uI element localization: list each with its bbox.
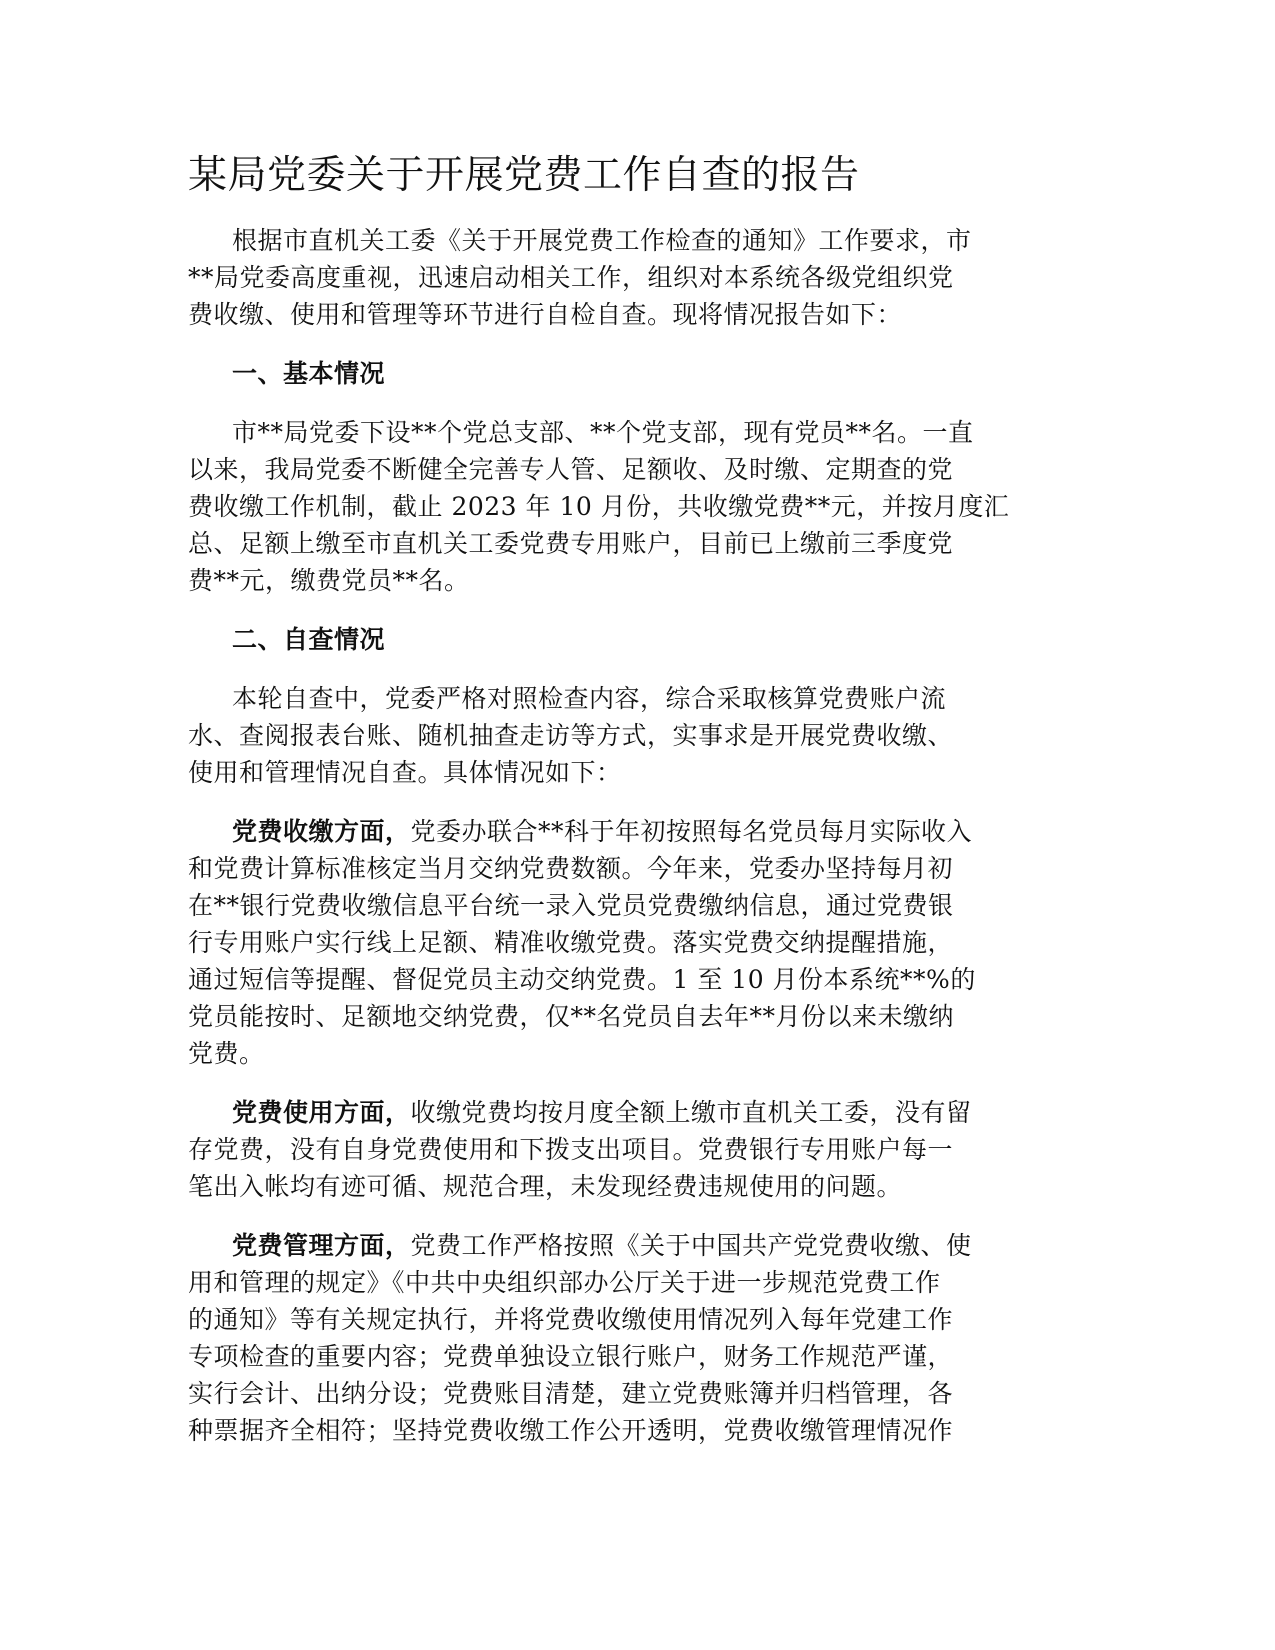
usage-paragraph <box>188 1094 1088 1205</box>
text-line <box>188 1227 1088 1264</box>
text-line: 水、查阅报表台账、随机抽查走访等方式，实事求是开展党费收缴、 <box>188 721 954 750</box>
text-line: 费收缴、使用和管理等环节进行自检自查。现将情况报告如下： <box>188 300 903 329</box>
text-line: 和党费计算标准核定当月交纳党费数额。今年来，党委办坚持每月初 <box>188 854 954 883</box>
basic-situation-paragraph <box>188 414 1088 599</box>
text-line: 笔出入帐均有迹可循、规范合理，未发现经费违规使用的问题。 <box>188 1172 903 1201</box>
text-line: 存党费，没有自身党费使用和下拨支出项目。党费银行专用账户每一 <box>188 1135 954 1164</box>
text-line: 以来，我局党委不断健全完善专人管、足额收、及时缴、定期查的党 <box>188 455 954 484</box>
text-line: 在**银行党费收缴信息平台统一录入党员党费缴纳信息，通过党费银 <box>188 891 954 920</box>
text-line: 实行会计、出纳分设；党费账目清楚，建立党费账簿并归档管理，各 <box>188 1379 954 1408</box>
document-body <box>188 222 1088 1471</box>
management-lead: 党费管理方面， <box>232 1231 411 1260</box>
text-line: 专项检查的重要内容；党费单独设立银行账户，财务工作规范严谨， <box>188 1342 954 1371</box>
text-line: 行专用账户实行线上足额、精准收缴党费。落实党费交纳提醒措施， <box>188 928 954 957</box>
text-line: 使用和管理情况自查。具体情况如下： <box>188 758 622 787</box>
self-check-paragraph <box>188 680 1088 791</box>
text-line: 总、足额上缴至市直机关工委党费专用账户，目前已上缴前三季度党 <box>188 529 954 558</box>
section-heading-self-check: 二、自查情况 <box>232 625 386 654</box>
text-line: 市**局党委下设**个党总支部、**个党支部，现有党员**名。一直 <box>232 418 974 447</box>
text-line: 根据市直机关工委《关于开展党费工作检查的通知》工作要求，市 <box>232 226 972 255</box>
usage-lead: 党费使用方面， <box>232 1098 411 1127</box>
text-line: 费**元，缴费党员**名。 <box>188 566 470 595</box>
text-line: 党费。 <box>188 1039 265 1068</box>
management-paragraph <box>188 1227 1088 1449</box>
text-line: 种票据齐全相符；坚持党费收缴工作公开透明，党费收缴管理情况作 <box>188 1416 954 1445</box>
text-line <box>188 813 1088 850</box>
text-line: 费收缴工作机制，截止 2023 年 10 月份，共收缴党费**元，并按月度汇 <box>188 492 1010 521</box>
document-title: 某局党委关于开展党费工作自查的报告 <box>188 153 860 198</box>
text-line: 通过短信等提醒、督促党员主动交纳党费。1 至 10 月份本系统**%的 <box>188 965 976 994</box>
text-line: 的通知》等有关规定执行，并将党费收缴使用情况列入每年党建工作 <box>188 1305 954 1334</box>
text-line: 本轮自查中，党委严格对照检查内容，综合采取核算党费账户流 <box>232 684 947 713</box>
collection-lead: 党费收缴方面， <box>232 817 411 846</box>
text-line: 党员能按时、足额地交纳党费，仅**名党员自去年**月份以来未缴纳 <box>188 1002 955 1031</box>
intro-paragraph <box>188 222 1088 333</box>
management-first-text: 党费工作严格按照《关于中国共产党党费收缴、使 <box>410 1231 972 1260</box>
text-line: 用和管理的规定》《中共中央组织部办公厅关于进一步规范党费工作 <box>188 1268 941 1297</box>
text-line: **局党委高度重视，迅速启动相关工作，组织对本系统各级党组织党 <box>188 263 954 292</box>
usage-first-text: 收缴党费均按月度全额上缴市直机关工委，没有留 <box>410 1098 972 1127</box>
section-heading-basic: 一、基本情况 <box>232 359 386 388</box>
collection-paragraph <box>188 813 1088 1072</box>
collection-first-text: 党委办联合**科于年初按照每名党员每月实际收入 <box>410 817 973 846</box>
text-line <box>188 1094 1088 1131</box>
